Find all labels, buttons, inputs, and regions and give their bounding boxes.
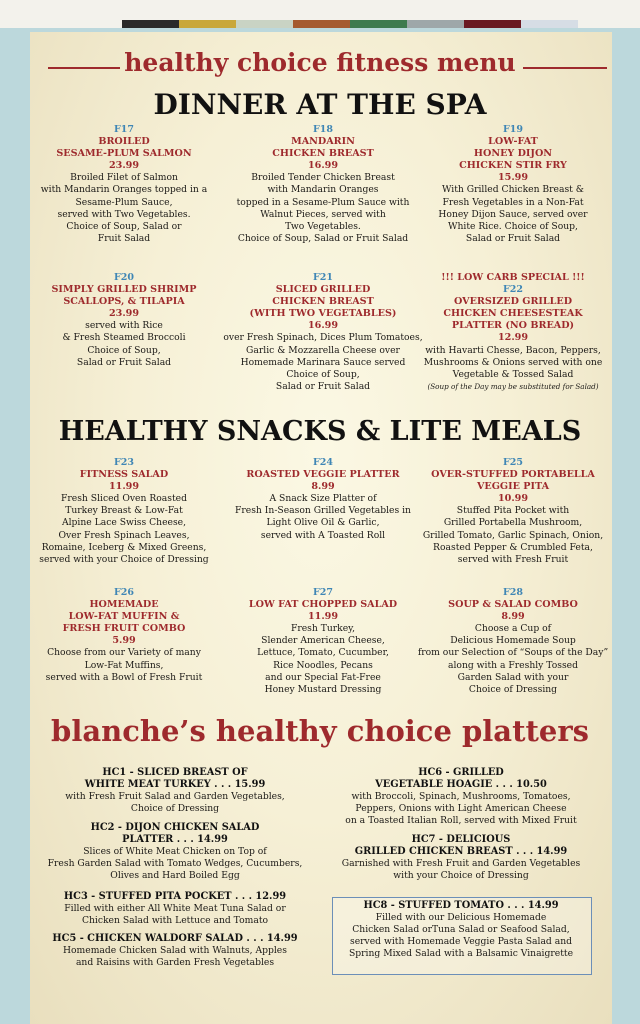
platter-title: HC8 - STUFFED TOMATO . . . 14.99 [363, 900, 559, 911]
item-name: LOW-FAT MUFFIN & [68, 611, 180, 623]
item-description: Light Olive Oil & Garlic, [266, 517, 380, 529]
platter-description: Homemade Chicken Salad with Walnuts, Apples [63, 945, 287, 957]
item-price: 23.99 [108, 308, 140, 320]
item-description: over Fresh Spinach, Dices Plum Tomatoes, [223, 332, 423, 344]
item-price: 16.99 [307, 160, 339, 172]
item-name: LOW FAT CHOPPED SALAD [248, 599, 398, 611]
item-description: Choice of Soup, [87, 344, 161, 356]
item-code: F21 [313, 272, 333, 283]
item-name: OVER-STUFFED PORTABELLA [431, 469, 595, 481]
platter-description: with Broccoli, Spinach, Mushrooms, Tomatoes, [351, 791, 571, 803]
item-code: F27 [313, 587, 333, 598]
platter-title: HC2 - DIJON CHICKEN SALAD [90, 822, 260, 833]
item-description: Low-Fat Muffins, [84, 659, 164, 671]
platter-description: served with Homemade Veggie Pasta Salad and [349, 936, 573, 948]
menu-item-f22 [404, 272, 622, 393]
item-name: PLATTER (NO BREAD) [451, 320, 575, 332]
platter-title: HC6 - GRILLED [418, 767, 504, 778]
platter-left-3 [28, 933, 322, 969]
item-description: Salad or Fruit Salad [465, 232, 561, 244]
platter-description: Spring Mixed Salad with a Balsamic Vinaigrette [348, 948, 574, 960]
item-price: 10.99 [497, 493, 529, 505]
item-description: Over Fresh Spinach Leaves, [58, 529, 190, 541]
item-name: FITNESS SALAD [79, 469, 169, 481]
item-description: & Fresh Steamed Broccoli [62, 332, 186, 344]
item-description: Choice of Dressing [468, 683, 558, 695]
platter-title: HC3 - STUFFED PITA POCKET . . . 12.99 [63, 891, 287, 902]
platter-title: HC7 - DELICIOUS [411, 834, 511, 845]
platter-right-2 [330, 900, 592, 960]
item-description: Honey Dijon Sauce, served over [438, 208, 588, 220]
platter-left-1 [28, 822, 322, 882]
item-note: (Soup of the Day may be substituted for Salad) [427, 381, 599, 391]
menu-item-f25 [404, 457, 622, 566]
item-price: 12.99 [497, 332, 529, 344]
item-description: with Havarti Chesse, Bacon, Peppers, [425, 344, 601, 356]
platter-description: with Fresh Fruit Salad and Garden Vegetables, [65, 791, 285, 803]
item-name: SCALLOPS, & TILAPIA [63, 296, 185, 308]
platter-description: Filled with either All White Meat Tuna Salad or [64, 903, 286, 915]
top-bar [0, 0, 640, 28]
platter-description: Chicken Salad with Lettuce and Tomato [81, 915, 269, 927]
item-code: F18 [313, 124, 333, 135]
menu-item-f20 [20, 272, 228, 369]
item-description: Homemade Marinara Sauce served [240, 356, 406, 368]
item-description: Garden Salad with your [457, 671, 569, 683]
item-description: Choose from our Variety of many [47, 647, 201, 659]
platter-description: and Raisins with Garden Fresh Vegetables [75, 957, 275, 969]
item-description: White Rice. Choice of Soup, [448, 220, 578, 232]
platter-left-2 [28, 891, 322, 927]
item-name: SOUP & SALAD COMBO [448, 599, 578, 611]
special-banner: !!! LOW CARB SPECIAL !!! [441, 272, 585, 283]
item-description: Salad or Fruit Salad [275, 380, 371, 392]
menu-item-f19 [404, 124, 622, 245]
item-code: F22 [503, 284, 523, 296]
item-description: Sesame-Plum Sauce, [75, 196, 173, 208]
item-description: Fresh In-Season Grilled Vegetables in [235, 505, 411, 517]
item-name: CHICKEN BREAST [272, 296, 374, 308]
item-description: Choice of Soup, [286, 368, 360, 380]
platter-description: Slices of White Meat Chicken on Top of [83, 846, 267, 858]
menu-item-f26 [20, 587, 228, 684]
menu-item-f28 [404, 587, 622, 696]
platter-description: with your Choice of Dressing [393, 870, 529, 882]
item-description: Vegetable & Tossed Salad [452, 368, 574, 380]
item-description: Rice Noodles, Pecans [273, 659, 373, 671]
item-description: A Snack Size Platter of [269, 493, 377, 505]
platter-title: PLATTER . . . 14.99 [122, 834, 228, 846]
item-description: Broiled Filet of Salmon [70, 172, 178, 184]
platter-title: HC1 - SLICED BREAST OF [102, 767, 248, 778]
item-name: CHICKEN CHEESESTEAK [443, 308, 583, 320]
menu-item-f17 [20, 124, 228, 245]
item-description: Walnut Pieces, served with [260, 208, 386, 220]
platter-right-1 [330, 834, 592, 882]
item-description: Fresh Sliced Oven Roasted [61, 493, 187, 505]
item-price: 11.99 [108, 481, 140, 493]
item-description: With Grilled Chicken Breast & [442, 184, 584, 196]
item-description: Grilled Portabella Mushroom, [443, 517, 583, 529]
item-description: Two Vegetables. [285, 220, 361, 232]
item-price: 8.99 [501, 611, 525, 623]
platter-left-0 [28, 767, 322, 815]
menu-item-f24 [222, 457, 424, 542]
brand-title: healthy choice fitness menu [124, 48, 516, 77]
item-price: 5.99 [112, 635, 136, 647]
snacks-title: HEALTHY SNACKS & LITE MEALS [58, 416, 582, 447]
menu-item-f21 [222, 272, 424, 393]
item-description: Fresh Vegetables in a Non-Fat [442, 196, 584, 208]
item-name: HOMEMADE [89, 599, 159, 611]
item-description: Fruit Salad [97, 232, 151, 244]
item-name: LOW-FAT [488, 136, 538, 148]
item-name: CHICKEN BREAST [272, 148, 374, 160]
platter-description: Filled with our Delicious Homemade [375, 912, 547, 924]
menu-item-f23 [20, 457, 228, 566]
item-description: served with Fresh Fruit [457, 553, 569, 565]
item-name: VEGGIE PITA [476, 481, 550, 493]
item-description: served with Two Vegetables. [57, 208, 191, 220]
item-price: 8.99 [311, 481, 335, 493]
item-description: from our Selection of “Soups of the Day” [417, 647, 609, 659]
item-description: Roasted Pepper & Crumbled Feta, [433, 541, 593, 553]
item-description: along with a Freshly Tossed [448, 659, 578, 671]
item-description: Garlic & Mozzarella Cheese over [246, 344, 400, 356]
item-price: 16.99 [307, 320, 339, 332]
platter-title: GRILLED CHICKEN BREAST . . . 14.99 [354, 846, 568, 858]
item-description: topped in a Sesame-Plum Sauce with [236, 196, 410, 208]
item-code: F20 [114, 272, 134, 283]
item-name: SLICED GRILLED [275, 284, 371, 296]
menu-item-f27 [222, 587, 424, 696]
item-description: Delicious Homemade Soup [450, 635, 576, 647]
item-description: Choice of Soup, Salad or [66, 220, 182, 232]
item-description: Choose a Cup of [474, 623, 552, 635]
platter-title: HC5 - CHICKEN WALDORF SALAD . . . 14.99 [52, 933, 298, 944]
item-description: Romaine, Iceberg & Mixed Greens, [41, 541, 207, 553]
item-description: served with a Bowl of Fresh Fruit [45, 671, 203, 683]
item-name: SIMPLY GRILLED SHRIMP [51, 284, 197, 296]
item-description: Fresh Turkey, [290, 623, 356, 635]
item-description: Slender American Cheese, [261, 635, 385, 647]
item-description: Grilled Tomato, Garlic Spinach, Onion, [422, 529, 604, 541]
item-name: HONEY DIJON [473, 148, 553, 160]
platters-title: blanche’s healthy choice platters [51, 714, 589, 748]
item-code: F26 [114, 587, 134, 598]
item-code: F19 [503, 124, 523, 135]
platter-description: Chicken Salad orTuna Salad or Seafood Salad, [352, 924, 570, 936]
platter-description: Peppers, Onions with Light American Cheese [355, 803, 567, 815]
page-title: DINNER AT THE SPA [153, 88, 487, 121]
item-name: MANDARIN [291, 136, 355, 148]
item-name: SESAME-PLUM SALMON [56, 148, 192, 160]
item-description: with Mandarin Oranges [267, 184, 379, 196]
item-name: FRESH FRUIT COMBO [62, 623, 186, 635]
platter-description: Garnished with Fresh Fruit and Garden Vegetables [341, 858, 581, 870]
item-name: (WITH TWO VEGETABLES) [249, 308, 397, 320]
item-description: Mushrooms & Onions served with one [423, 356, 603, 368]
item-name: CHICKEN STIR FRY [459, 160, 567, 172]
item-description: Stuffed Pita Pocket with [456, 505, 570, 517]
platter-description: Olives and Hard Boiled Egg [110, 870, 240, 882]
item-code: F25 [503, 457, 523, 468]
item-price: 11.99 [307, 611, 339, 623]
platter-right-0 [330, 767, 592, 827]
item-description: Broiled Tender Chicken Breast [251, 172, 395, 184]
platter-title: WHITE MEAT TURKEY . . . 15.99 [84, 779, 266, 791]
item-description: Honey Mustard Dressing [264, 683, 382, 695]
item-description: Lettuce, Tomato, Cucumber, [257, 647, 389, 659]
item-name: ROASTED VEGGIE PLATTER [246, 469, 400, 481]
item-description: served with A Toasted Roll [260, 529, 386, 541]
item-description: and our Special Fat-Free [265, 671, 381, 683]
item-description: Alpine Lace Swiss Cheese, [61, 517, 187, 529]
menu-item-f18 [222, 124, 424, 245]
item-price: 23.99 [108, 160, 140, 172]
item-code: F24 [313, 457, 333, 468]
item-code: F17 [114, 124, 134, 135]
platter-description: on a Toasted Italian Roll, served with Mixed Fruit [345, 815, 577, 827]
item-description: served with your Choice of Dressing [39, 553, 209, 565]
item-price: 15.99 [497, 172, 529, 184]
item-description: Turkey Breast & Low-Fat [65, 505, 183, 517]
item-description: served with Rice [85, 320, 163, 332]
item-code: F23 [114, 457, 134, 468]
item-code: F28 [503, 587, 523, 598]
item-description: Salad or Fruit Salad [76, 356, 172, 368]
item-name: BROILED [98, 136, 150, 148]
platter-description: Choice of Dressing [130, 803, 220, 815]
item-description: Choice of Soup, Salad or Fruit Salad [237, 232, 409, 244]
platter-description: Fresh Garden Salad with Tomato Wedges, Cucumbers, [47, 858, 303, 870]
item-description: with Mandarin Oranges topped in a [40, 184, 208, 196]
item-name: OVERSIZED GRILLED [453, 296, 573, 308]
platter-title: VEGETABLE HOAGIE . . . 10.50 [375, 779, 547, 791]
